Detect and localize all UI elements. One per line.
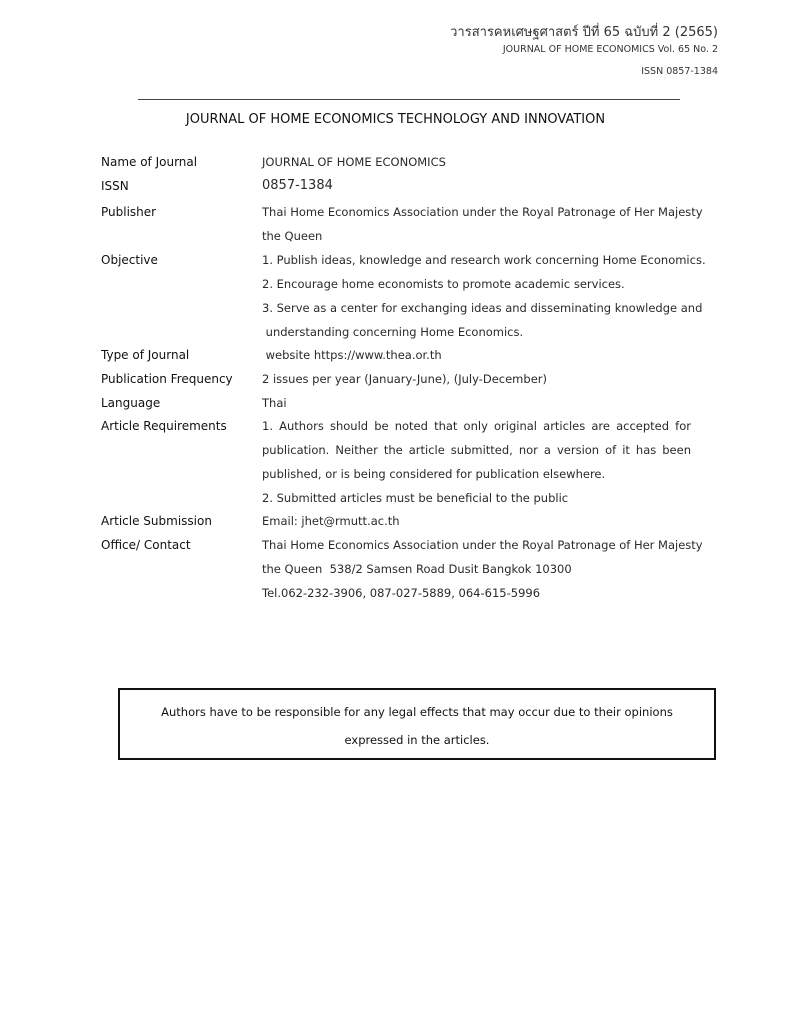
info-label: Publication Frequency	[101, 372, 233, 386]
info-label: Article Requirements	[101, 419, 227, 433]
info-label: Language	[101, 396, 161, 410]
info-label: Publisher	[101, 205, 157, 219]
journal-header-thai: วารสารคหเศษฐศาสตร์ ปีที่ 65 ฉบับที่ 2 (2565)	[450, 25, 718, 40]
info-value: Thai Home Economics Association under the Royal Patronage of Her Majesty the Queen 538/2 Samsen Road Dusit Bangkok 10300 Tel.062-232-3906, 087-027-5889, 064-615-5996	[262, 538, 703, 600]
info-value: Thai Home Economics Association under the Royal Patronage of Her Majesty the Queen	[262, 205, 703, 243]
info-value: 1. Publish ideas, knowledge and research work concerning Home Economics. 2. Encourage home economists to promote academic services. 3. Serve as a center for exchanging ideas and disseminating knowledge and understanding concerning Home Economics.	[262, 253, 706, 339]
notice-line-2: expressed in the articles.	[344, 733, 490, 747]
info-value: JOURNAL OF HOME ECONOMICS	[262, 155, 446, 169]
info-value: 0857-1384	[262, 178, 333, 193]
info-value: Email: jhet@rmutt.ac.th	[262, 514, 400, 528]
info-label: Objective	[101, 253, 158, 267]
page-title: JOURNAL OF HOME ECONOMICS TECHNOLOGY AND INNOVATION	[185, 112, 606, 127]
info-label: Name of Journal	[101, 155, 198, 169]
journal-header-issn: ISSN 0857-1384	[641, 66, 718, 77]
journal-header-english: JOURNAL OF HOME ECONOMICS Vol. 65 No. 2	[502, 44, 718, 55]
info-value: 1. Authors should be noted that only original articles are accepted for publication. Neither the article submitted, nor a version of it has been published, or is being considered for publication elsewhere. 2. Submitted articles must be beneficial to the public	[262, 419, 691, 505]
info-value: website https://www.thea.or.th	[262, 348, 442, 362]
info-label: ISSN	[101, 179, 129, 193]
responsibility-notice-box	[118, 688, 716, 760]
info-label: Article Submission	[101, 514, 212, 528]
info-value: Thai	[262, 396, 287, 410]
info-label: Office/ Contact	[101, 538, 191, 552]
header-divider	[138, 99, 680, 100]
notice-line-1: Authors have to be responsible for any legal effects that may occur due to their opinions	[161, 705, 673, 719]
info-value: 2 issues per year (January-June), (July-December)	[262, 372, 547, 386]
info-label: Type of Journal	[101, 348, 190, 362]
